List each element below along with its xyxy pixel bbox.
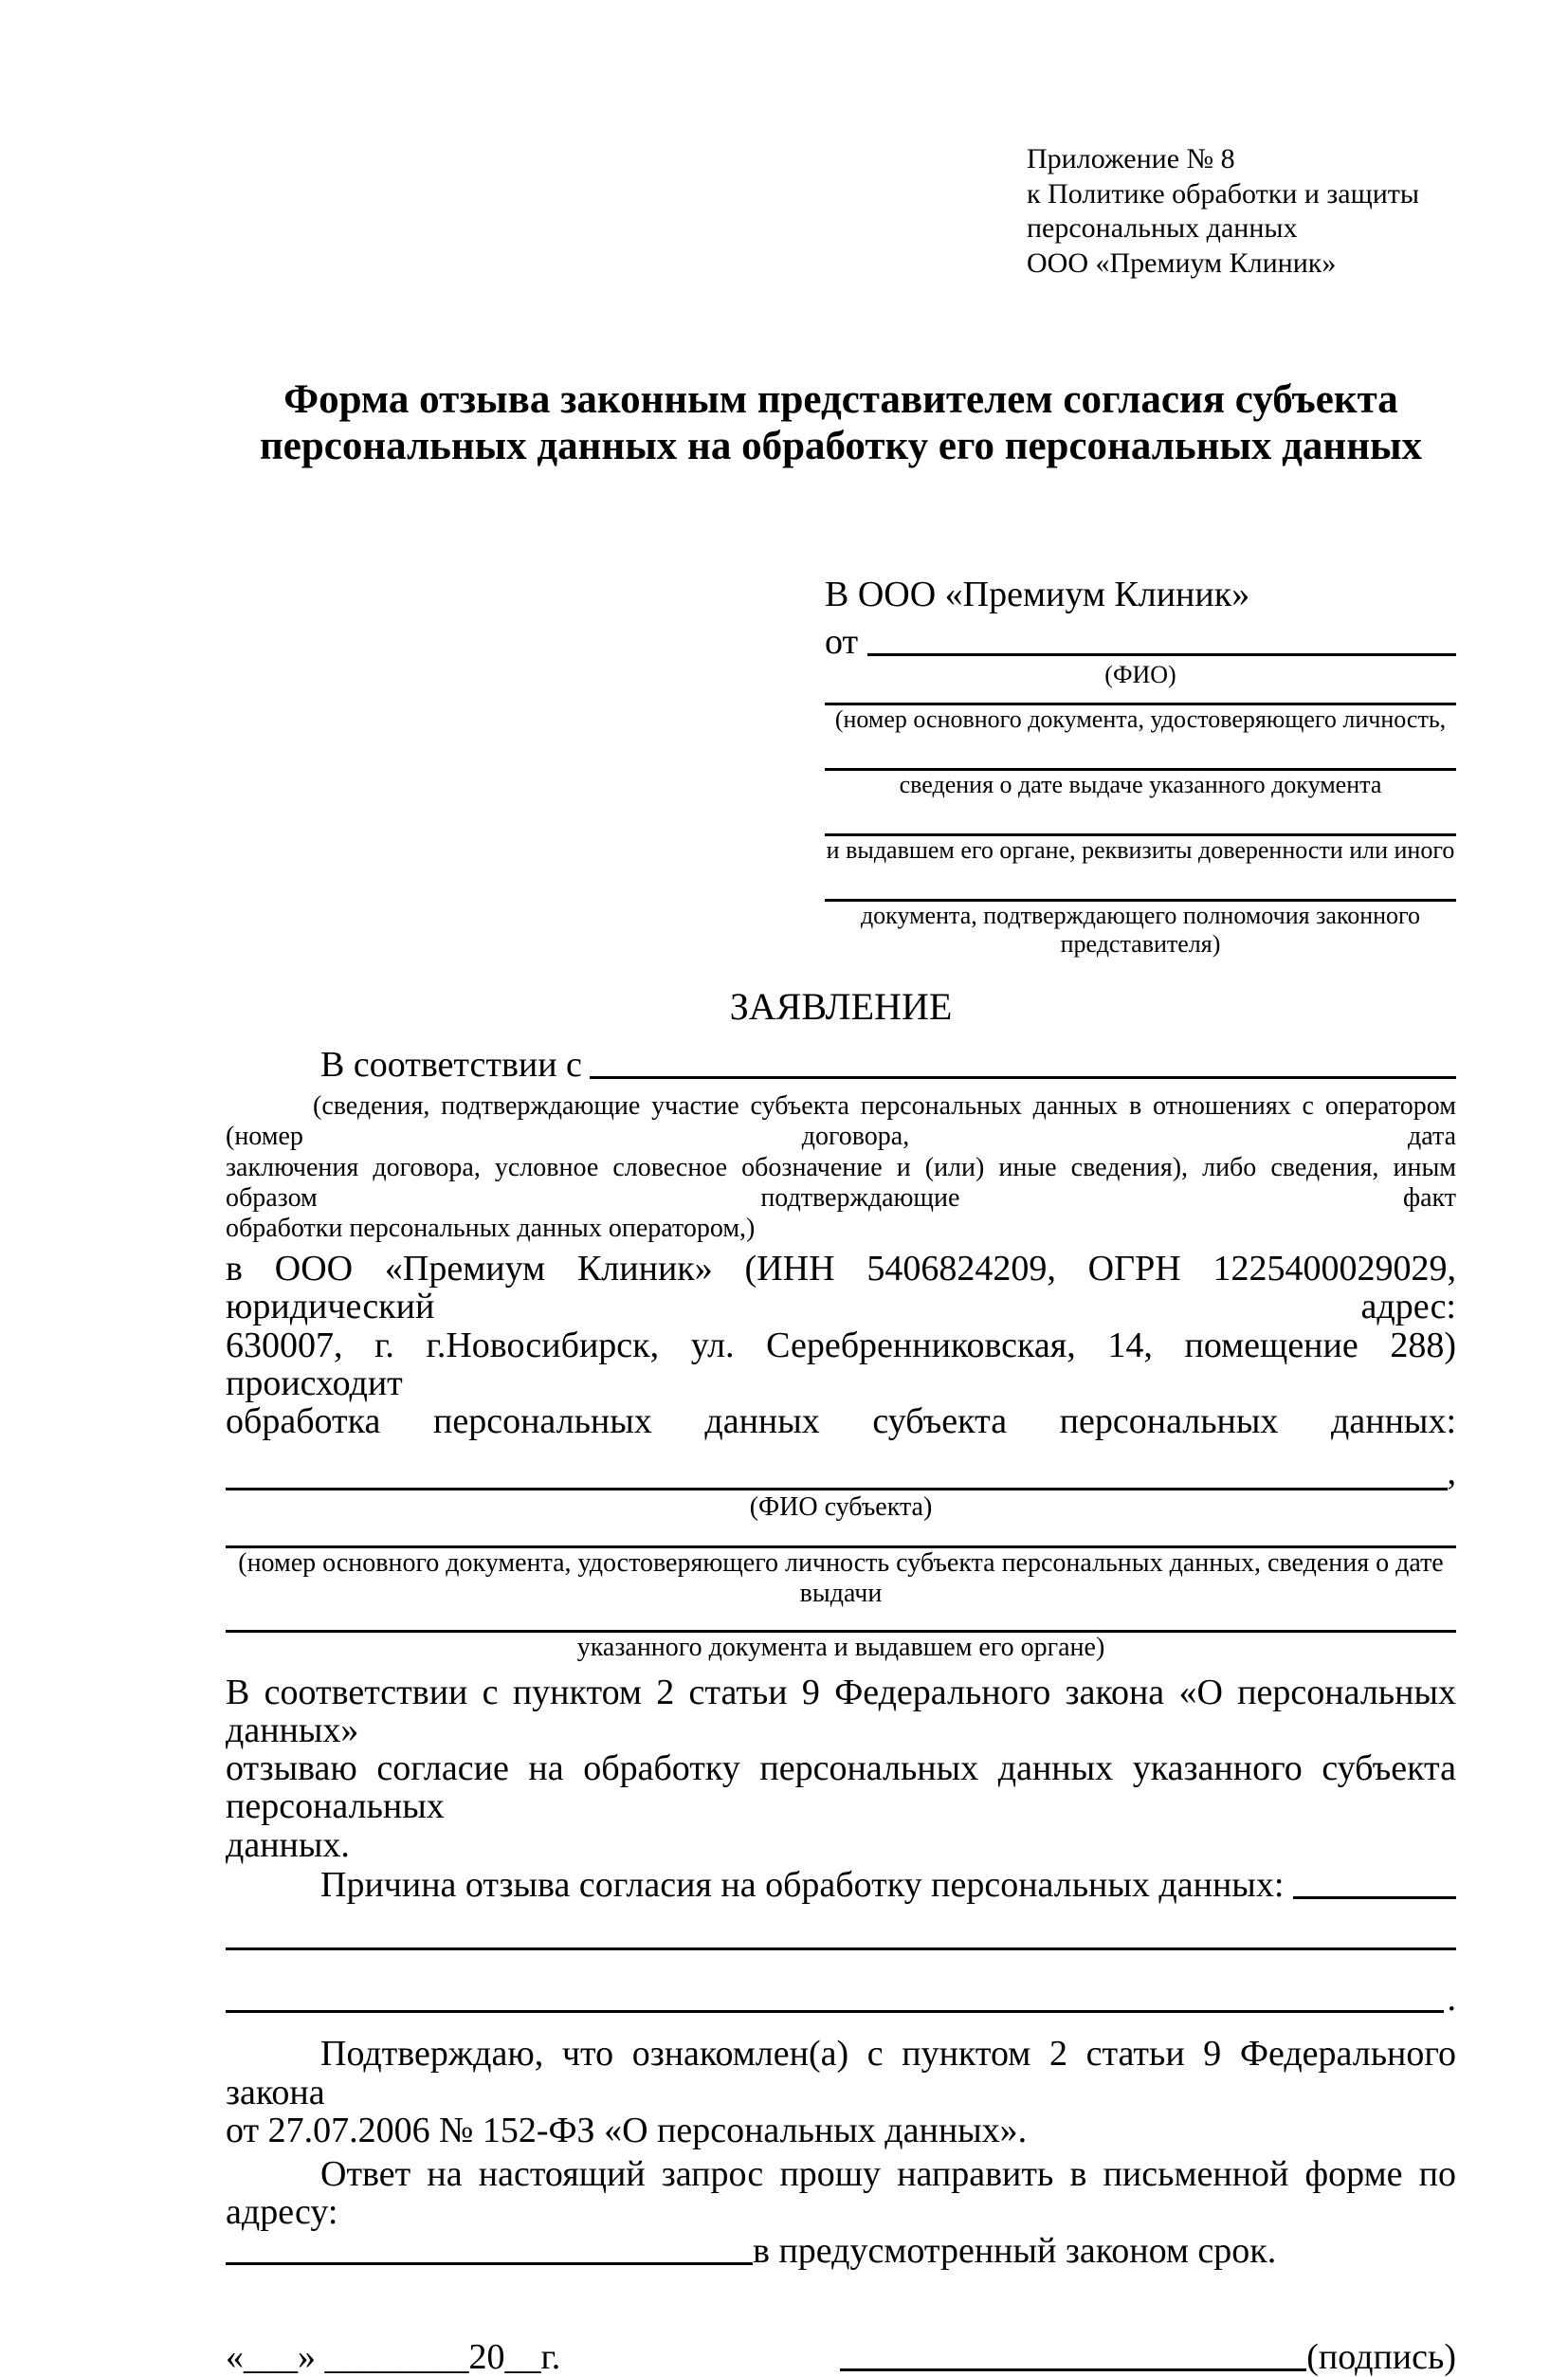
- appendix-note: [1027, 142, 1456, 281]
- basis-blank-line: [590, 1076, 1456, 1079]
- subject-name-caption: (ФИО субъекта): [749, 1491, 933, 1522]
- representative-doc-caption-4: документа, подтверждающего полномочия законного представителя): [860, 901, 1421, 958]
- reason-label: Причина отзыва согласия на обработку персональных данных:: [320, 1864, 1285, 1905]
- basis-note: [226, 1091, 1456, 1244]
- reason-blank-line: [1293, 1896, 1456, 1899]
- operator-paragraph-line-3: обработка персональных данных субъекта персональных данных:: [226, 1401, 1456, 1442]
- reason-field: [226, 1866, 1456, 1904]
- basis-note-line-2: заключения договора, условное словесное обозначение и (или) иные сведения), либо сведения, иным образом подтверждающие факт: [226, 1152, 1456, 1213]
- subject-name-blank-line: [226, 1488, 1448, 1490]
- appendix-line-1: Приложение № 8: [1027, 143, 1235, 174]
- signature-blank-line: [840, 2368, 1306, 2371]
- addressee-organization: В ООО «Премиум Клиник»: [825, 574, 1250, 614]
- signature-caption: (подпись): [1306, 2336, 1456, 2377]
- response-paragraph: [226, 2155, 1456, 2270]
- document-title-line-1: Форма отзыва законным представителем согласия субъекта: [283, 377, 1398, 423]
- basis-field: [226, 1046, 1456, 1084]
- confirmation-paragraph: [226, 2035, 1456, 2149]
- fio-caption: (ФИО): [1104, 661, 1176, 689]
- date-field: «___» ________20__г.: [226, 2336, 561, 2377]
- appendix-line-2: к Политике обработки и защиты: [1027, 177, 1420, 210]
- withdrawal-line-3: данных.: [226, 1824, 350, 1865]
- withdrawal-line-2: отзываю согласие на обработку персональных данных указанного субъекта персональных: [226, 1748, 1456, 1827]
- appendix-line-3: персональных данных: [1027, 212, 1298, 245]
- operator-paragraph-line-1: в ООО «Премиум Клиник» (ИНН 5406824209, ОГРН 1225400029029, юридический адрес:: [226, 1249, 1456, 1327]
- basis-label: В соответствии с: [320, 1044, 582, 1085]
- subject-doc-caption-2: указанного документа и выдавшем его органе): [576, 1633, 1105, 1663]
- document-title-line-2: персональных данных на обработку его персональных данных: [259, 423, 1423, 468]
- reason-period: .: [1447, 1979, 1456, 2020]
- representative-doc-caption-3: и выдавшем его органе, реквизиты доверенности или иного: [826, 835, 1455, 864]
- response-address-field: [226, 2232, 1456, 2270]
- subject-name-comma: ,: [1447, 1453, 1456, 1493]
- response-address-blank-line: [226, 2262, 753, 2265]
- response-suffix-text: в предусмотренный законом срок.: [753, 2230, 1277, 2271]
- response-line-1: Ответ на настоящий запрос прошу направить в письменной форме по адресу:: [226, 2154, 1456, 2233]
- basis-note-line-3: обработки персональных данных оператором,): [226, 1213, 756, 1243]
- reason-blank-line-3: [226, 1980, 1456, 2018]
- signature-field: [840, 2338, 1456, 2376]
- addressee-block: [825, 576, 1456, 959]
- reason-blank-line-2: [226, 1947, 1456, 1950]
- from-field: [825, 623, 1456, 661]
- confirmation-line-1: Подтверждаю, что ознакомлен(а) с пунктом 2 статьи 9 Федерального закона: [226, 2034, 1456, 2112]
- statement-heading: ЗАЯВЛЕНИЕ: [729, 984, 953, 1028]
- operator-paragraph: [226, 1250, 1456, 1440]
- from-blank-line: [867, 653, 1456, 656]
- representative-doc-caption-2: сведения о дате выдаче указанного документа: [899, 771, 1382, 798]
- subject-name-field: [226, 1454, 1456, 1491]
- withdrawal-line-1: В соответствии с пунктом 2 статьи 9 Федерального закона «О персональных данных»: [226, 1672, 1456, 1750]
- signature-row: [226, 2338, 1456, 2376]
- confirmation-line-2: от 27.07.2006 № 152-ФЗ «О персональных данных».: [226, 2110, 1028, 2150]
- appendix-line-4: ООО «Премиум Клиник»: [1027, 247, 1337, 279]
- representative-doc-caption-1: (номер основного документа, удостоверяющего личность,: [834, 705, 1447, 734]
- from-label: от: [825, 621, 859, 662]
- document-title: [226, 377, 1456, 468]
- withdrawal-paragraph: [226, 1673, 1456, 1864]
- operator-paragraph-line-2: 630007, г. г.Новосибирск, ул. Серебренниковская, 14, помещение 288) происходит: [226, 1325, 1456, 1403]
- subject-doc-caption-1: (номер основного документа, удостоверяющего личность субъекта персональных данных, сведения о дате выдачи: [238, 1547, 1444, 1609]
- basis-note-line-1: (сведения, подтверждающие участие субъекта персональных данных в отношениях с оператором (номер договора, дата: [226, 1091, 1456, 1152]
- reason-blank-line-3-rule: [226, 2010, 1444, 2013]
